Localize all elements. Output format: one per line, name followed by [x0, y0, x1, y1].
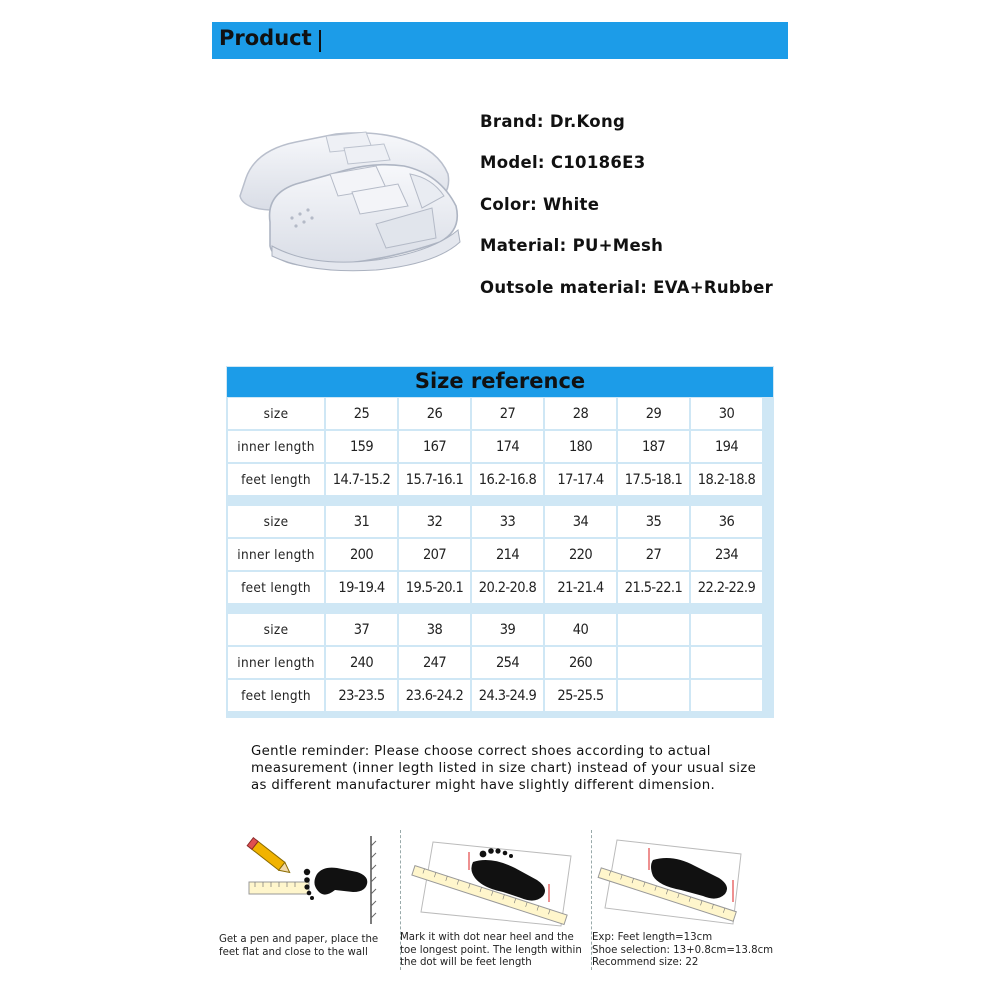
size-reference-title: Size reference: [414, 369, 586, 393]
product-header-title: Product: [219, 26, 312, 50]
size-cell: 37: [326, 614, 397, 645]
size-cell: 36: [691, 506, 762, 537]
measurement-steps: [215, 828, 795, 978]
size-table-group-2: [226, 504, 764, 605]
inner-length-cell: 220: [545, 539, 616, 570]
inner-length-cell: 27: [618, 539, 689, 570]
size-cell: 38: [399, 614, 470, 645]
spec-outsole-material: Outsole material: EVA+Rubber: [480, 278, 774, 297]
foot-measure-result-illustration: [595, 836, 745, 930]
inner-length-cell: 234: [691, 539, 762, 570]
feet-length-cell: 20.2-20.8: [472, 572, 543, 603]
empty-cell: [618, 647, 689, 678]
inner-length-cell: 159: [326, 431, 397, 462]
inner-length-cell: 180: [545, 431, 616, 462]
inner-length-row: [228, 647, 762, 678]
size-table-group-1: [226, 396, 764, 497]
inner-length-cell: 194: [691, 431, 762, 462]
spec-brand: Brand: Dr.Kong: [480, 112, 626, 131]
size-row: [228, 614, 762, 645]
row-label-inner-length: inner length: [228, 431, 324, 462]
size-row: [228, 506, 762, 537]
inner-length-row: [228, 431, 762, 462]
row-label-size: size: [228, 614, 324, 645]
empty-cell: [691, 614, 762, 645]
feet-length-cell: 25-25.5: [545, 680, 616, 711]
empty-cell: [618, 614, 689, 645]
feet-length-cell: 19.5-20.1: [399, 572, 470, 603]
empty-cell: [618, 680, 689, 711]
feet-length-cell: 22.2-22.9: [691, 572, 762, 603]
feet-length-cell: 21.5-22.1: [618, 572, 689, 603]
inner-length-cell: 207: [399, 539, 470, 570]
feet-length-row: [228, 464, 762, 495]
feet-length-cell: 24.3-24.9: [472, 680, 543, 711]
feet-length-cell: 19-19.4: [326, 572, 397, 603]
feet-length-cell: 21-21.4: [545, 572, 616, 603]
spec-material: Material: PU+Mesh: [480, 236, 664, 255]
inner-length-cell: 200: [326, 539, 397, 570]
empty-cell: [691, 680, 762, 711]
feet-length-cell: 17-17.4: [545, 464, 616, 495]
size-reference-header: [227, 367, 773, 397]
pencil-foot-wall-illustration: [245, 836, 377, 928]
foot-ruler-dots-illustration: [411, 834, 591, 930]
spec-model: Model: C10186E3: [480, 153, 646, 172]
size-table-group-3: [226, 612, 764, 713]
inner-length-cell: 174: [472, 431, 543, 462]
empty-cell: [691, 647, 762, 678]
size-cell: 39: [472, 614, 543, 645]
inner-length-cell: 187: [618, 431, 689, 462]
feet-length-cell: 18.2-18.8: [691, 464, 762, 495]
feet-length-cell: 15.7-16.1: [399, 464, 470, 495]
feet-length-cell: 16.2-16.8: [472, 464, 543, 495]
step3-caption-line: Exp: Feet length=13cm: [592, 932, 713, 943]
inner-length-cell: 260: [545, 647, 616, 678]
feet-length-cell: 17.5-18.1: [618, 464, 689, 495]
product-header-bar: [212, 22, 788, 59]
size-cell: 28: [545, 398, 616, 429]
inner-length-cell: 214: [472, 539, 543, 570]
size-cell: 35: [618, 506, 689, 537]
size-cell: 40: [545, 614, 616, 645]
step3-caption-line: Shoe selection: 13+0.8cm=13.8cm: [592, 944, 774, 956]
size-cell: 31: [326, 506, 397, 537]
size-cell: 33: [472, 506, 543, 537]
inner-length-cell: 247: [399, 647, 470, 678]
step1-caption: Get a pen and paper, place the feet flat and close to the wall: [219, 934, 379, 958]
feet-length-cell: 23.6-24.2: [399, 680, 470, 711]
feet-length-cell: 23-23.5: [326, 680, 397, 711]
size-cell: 26: [399, 398, 470, 429]
row-label-size: size: [228, 398, 324, 429]
step3-caption: [592, 932, 792, 970]
inner-length-cell: 240: [326, 647, 397, 678]
size-cell: 30: [691, 398, 762, 429]
size-cell: 27: [472, 398, 543, 429]
feet-length-row: [228, 680, 762, 711]
feet-length-cell: 14.7-15.2: [326, 464, 397, 495]
size-cell: 34: [545, 506, 616, 537]
row-label-size: size: [228, 506, 324, 537]
text-cursor: [319, 30, 321, 52]
row-label-inner-length: inner length: [228, 539, 324, 570]
row-label-feet-length: feet length: [228, 572, 324, 603]
inner-length-row: [228, 539, 762, 570]
shoe-image: [226, 118, 464, 278]
inner-length-cell: 254: [472, 647, 543, 678]
size-cell: 32: [399, 506, 470, 537]
feet-length-row: [228, 572, 762, 603]
size-row: [228, 398, 762, 429]
step3-caption-line: Recommend size: 22: [592, 957, 699, 968]
row-label-inner-length: inner length: [228, 647, 324, 678]
size-cell: 29: [618, 398, 689, 429]
size-cell: 25: [326, 398, 397, 429]
inner-length-cell: 167: [399, 431, 470, 462]
row-label-feet-length: feet length: [228, 464, 324, 495]
spec-color: Color: White: [480, 195, 600, 214]
row-label-feet-length: feet length: [228, 680, 324, 711]
gentle-reminder-text: Gentle reminder: Please choose correct shoes according to actual measurement (inner legth listed in size chart) instead of your usual size as different manufacturer might have slightly different dimension.: [251, 744, 757, 793]
step2-caption: Mark it with dot near heel and the toe longest point. The length within the dot will be feet length: [400, 932, 582, 968]
size-reference-panel: [226, 366, 774, 718]
